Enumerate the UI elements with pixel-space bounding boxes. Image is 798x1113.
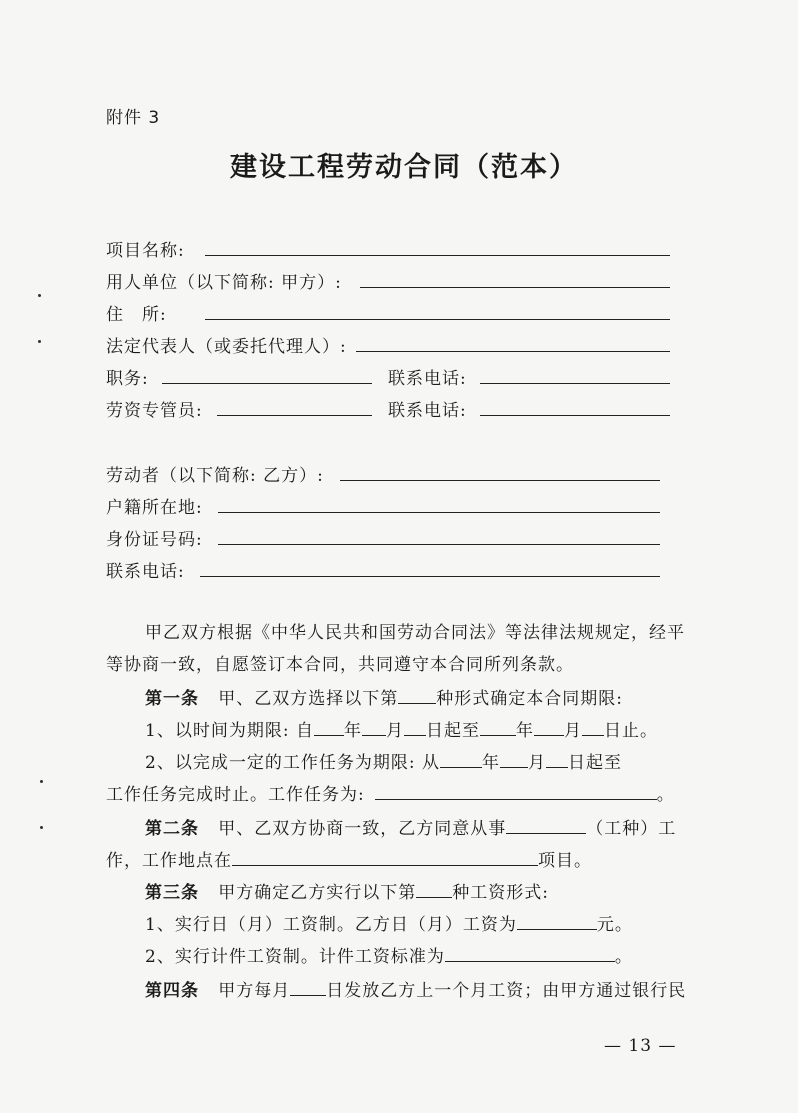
task-year-blank[interactable] bbox=[440, 753, 482, 768]
household-line[interactable] bbox=[218, 512, 660, 513]
project-text: 项目。 bbox=[538, 851, 592, 871]
until-text: 日起至 bbox=[425, 721, 480, 741]
workplace-blank[interactable] bbox=[232, 851, 538, 866]
start-month-blank[interactable] bbox=[362, 721, 386, 736]
end-text: 日止。 bbox=[603, 721, 658, 741]
until-text: 日起至 bbox=[567, 753, 622, 773]
scan-speck bbox=[38, 340, 41, 343]
term-option-2-text: 2、以完成一定的工作任务为期限: 从 bbox=[145, 753, 440, 773]
household-label: 户籍所在地: bbox=[106, 498, 203, 518]
term-option-1-text: 1、以时间为期限: 自 bbox=[145, 721, 314, 741]
article-3 bbox=[145, 878, 549, 903]
article-4 bbox=[145, 976, 686, 1001]
task-day-blank[interactable] bbox=[546, 753, 568, 768]
wage-manager-line[interactable] bbox=[217, 415, 372, 416]
start-year-blank[interactable] bbox=[314, 721, 344, 736]
attachment-label: 附件 3 bbox=[106, 108, 161, 128]
year-text: 年 bbox=[481, 753, 500, 773]
end-month-blank[interactable] bbox=[534, 721, 564, 736]
id-number-line[interactable] bbox=[218, 544, 660, 545]
wage-option-2 bbox=[145, 942, 633, 967]
period-text: 。 bbox=[656, 785, 675, 805]
term-option-1 bbox=[145, 716, 658, 741]
month-text: 月 bbox=[385, 721, 404, 741]
intro-line-2: 等协商一致，自愿签订本合同，共同遵守本合同所列条款。 bbox=[106, 655, 574, 675]
employer-unit-line[interactable] bbox=[360, 287, 670, 288]
article-3-heading: 第三条 bbox=[145, 883, 199, 903]
employer-phone-label: 联系电话: bbox=[388, 369, 467, 389]
wage-form-blank[interactable] bbox=[416, 883, 452, 898]
article-1-text-a: 甲、乙双方选择以下第 bbox=[218, 689, 399, 709]
end-year-blank[interactable] bbox=[480, 721, 516, 736]
project-name-line[interactable] bbox=[205, 255, 670, 256]
term-option-2-line-2 bbox=[106, 780, 675, 805]
pay-day-blank[interactable] bbox=[290, 981, 326, 996]
workplace-label: 作，工作地点在 bbox=[106, 851, 232, 871]
article-3-text-a: 甲方确定乙方实行以下第 bbox=[218, 883, 417, 903]
end-day-blank[interactable] bbox=[582, 721, 604, 736]
article-4-text-a: 甲方每月 bbox=[218, 981, 291, 1001]
start-day-blank[interactable] bbox=[404, 721, 426, 736]
worker-label: 劳动者（以下简称: 乙方）: bbox=[106, 466, 324, 486]
id-number-label: 身份证号码: bbox=[106, 530, 203, 550]
intro-line-1: 甲乙双方根据《中华人民共和国劳动合同法》等法律法规规定，经平 bbox=[145, 623, 685, 643]
task-month-blank[interactable] bbox=[500, 753, 528, 768]
year-text: 年 bbox=[515, 721, 534, 741]
daily-wage-blank[interactable] bbox=[517, 915, 597, 930]
employer-phone-line[interactable] bbox=[480, 383, 670, 384]
address-label: 住 所: bbox=[106, 305, 167, 325]
yuan-text: 元。 bbox=[596, 915, 633, 935]
document-title: 建设工程劳动合同（范本） bbox=[230, 152, 578, 183]
article-2-heading: 第二条 bbox=[145, 819, 199, 839]
article-4-text-b: 日发放乙方上一个月工资；由甲方通过银行民 bbox=[326, 981, 687, 1001]
address-line[interactable] bbox=[205, 319, 670, 320]
task-blank[interactable] bbox=[375, 785, 657, 800]
position-label: 职务: bbox=[106, 369, 149, 389]
scan-speck bbox=[38, 294, 41, 297]
article-2-text-a: 甲、乙双方协商一致，乙方同意从事 bbox=[218, 819, 507, 839]
worker-phone-line[interactable] bbox=[200, 576, 660, 577]
wage-option-2-text: 2、实行计件工资制。计件工资标准为 bbox=[145, 947, 445, 967]
scan-speck bbox=[40, 780, 43, 783]
month-text: 月 bbox=[527, 753, 546, 773]
wage-manager-label: 劳资专管员: bbox=[106, 401, 203, 421]
worker-line[interactable] bbox=[340, 480, 660, 481]
wage-manager-phone-line[interactable] bbox=[480, 415, 670, 416]
article-2-text-b: （工种）工 bbox=[586, 819, 677, 839]
article-1-heading: 第一条 bbox=[145, 689, 199, 709]
period-text: 。 bbox=[614, 947, 633, 967]
article-1-blank[interactable] bbox=[398, 689, 436, 704]
task-label: 工作任务完成时止。工作任务为: bbox=[106, 785, 365, 805]
wage-option-1-text: 1、实行日（月）工资制。乙方日（月）工资为 bbox=[145, 915, 517, 935]
article-1-text-b: 种形式确定本合同期限: bbox=[436, 689, 623, 709]
wage-option-1 bbox=[145, 910, 633, 935]
article-1 bbox=[145, 684, 623, 709]
legal-rep-line[interactable] bbox=[356, 351, 670, 352]
article-4-heading: 第四条 bbox=[145, 981, 199, 1001]
year-text: 年 bbox=[343, 721, 362, 741]
position-line[interactable] bbox=[162, 383, 372, 384]
employer-unit-label: 用人单位（以下简称: 甲方）: bbox=[106, 273, 342, 293]
page-number: — 13 — bbox=[604, 1036, 677, 1056]
piece-rate-blank[interactable] bbox=[445, 947, 615, 962]
worker-phone-label: 联系电话: bbox=[106, 562, 185, 582]
wage-manager-phone-label: 联系电话: bbox=[388, 401, 467, 421]
article-2 bbox=[145, 814, 676, 839]
article-3-text-b: 种工资形式: bbox=[452, 883, 549, 903]
legal-rep-label: 法定代表人（或委托代理人）: bbox=[106, 337, 347, 357]
scan-speck bbox=[40, 826, 43, 829]
month-text: 月 bbox=[563, 721, 582, 741]
article-2-line-2 bbox=[106, 846, 592, 871]
project-name-label: 项目名称: bbox=[106, 241, 185, 261]
term-option-2 bbox=[145, 748, 622, 773]
job-type-blank[interactable] bbox=[506, 819, 586, 834]
